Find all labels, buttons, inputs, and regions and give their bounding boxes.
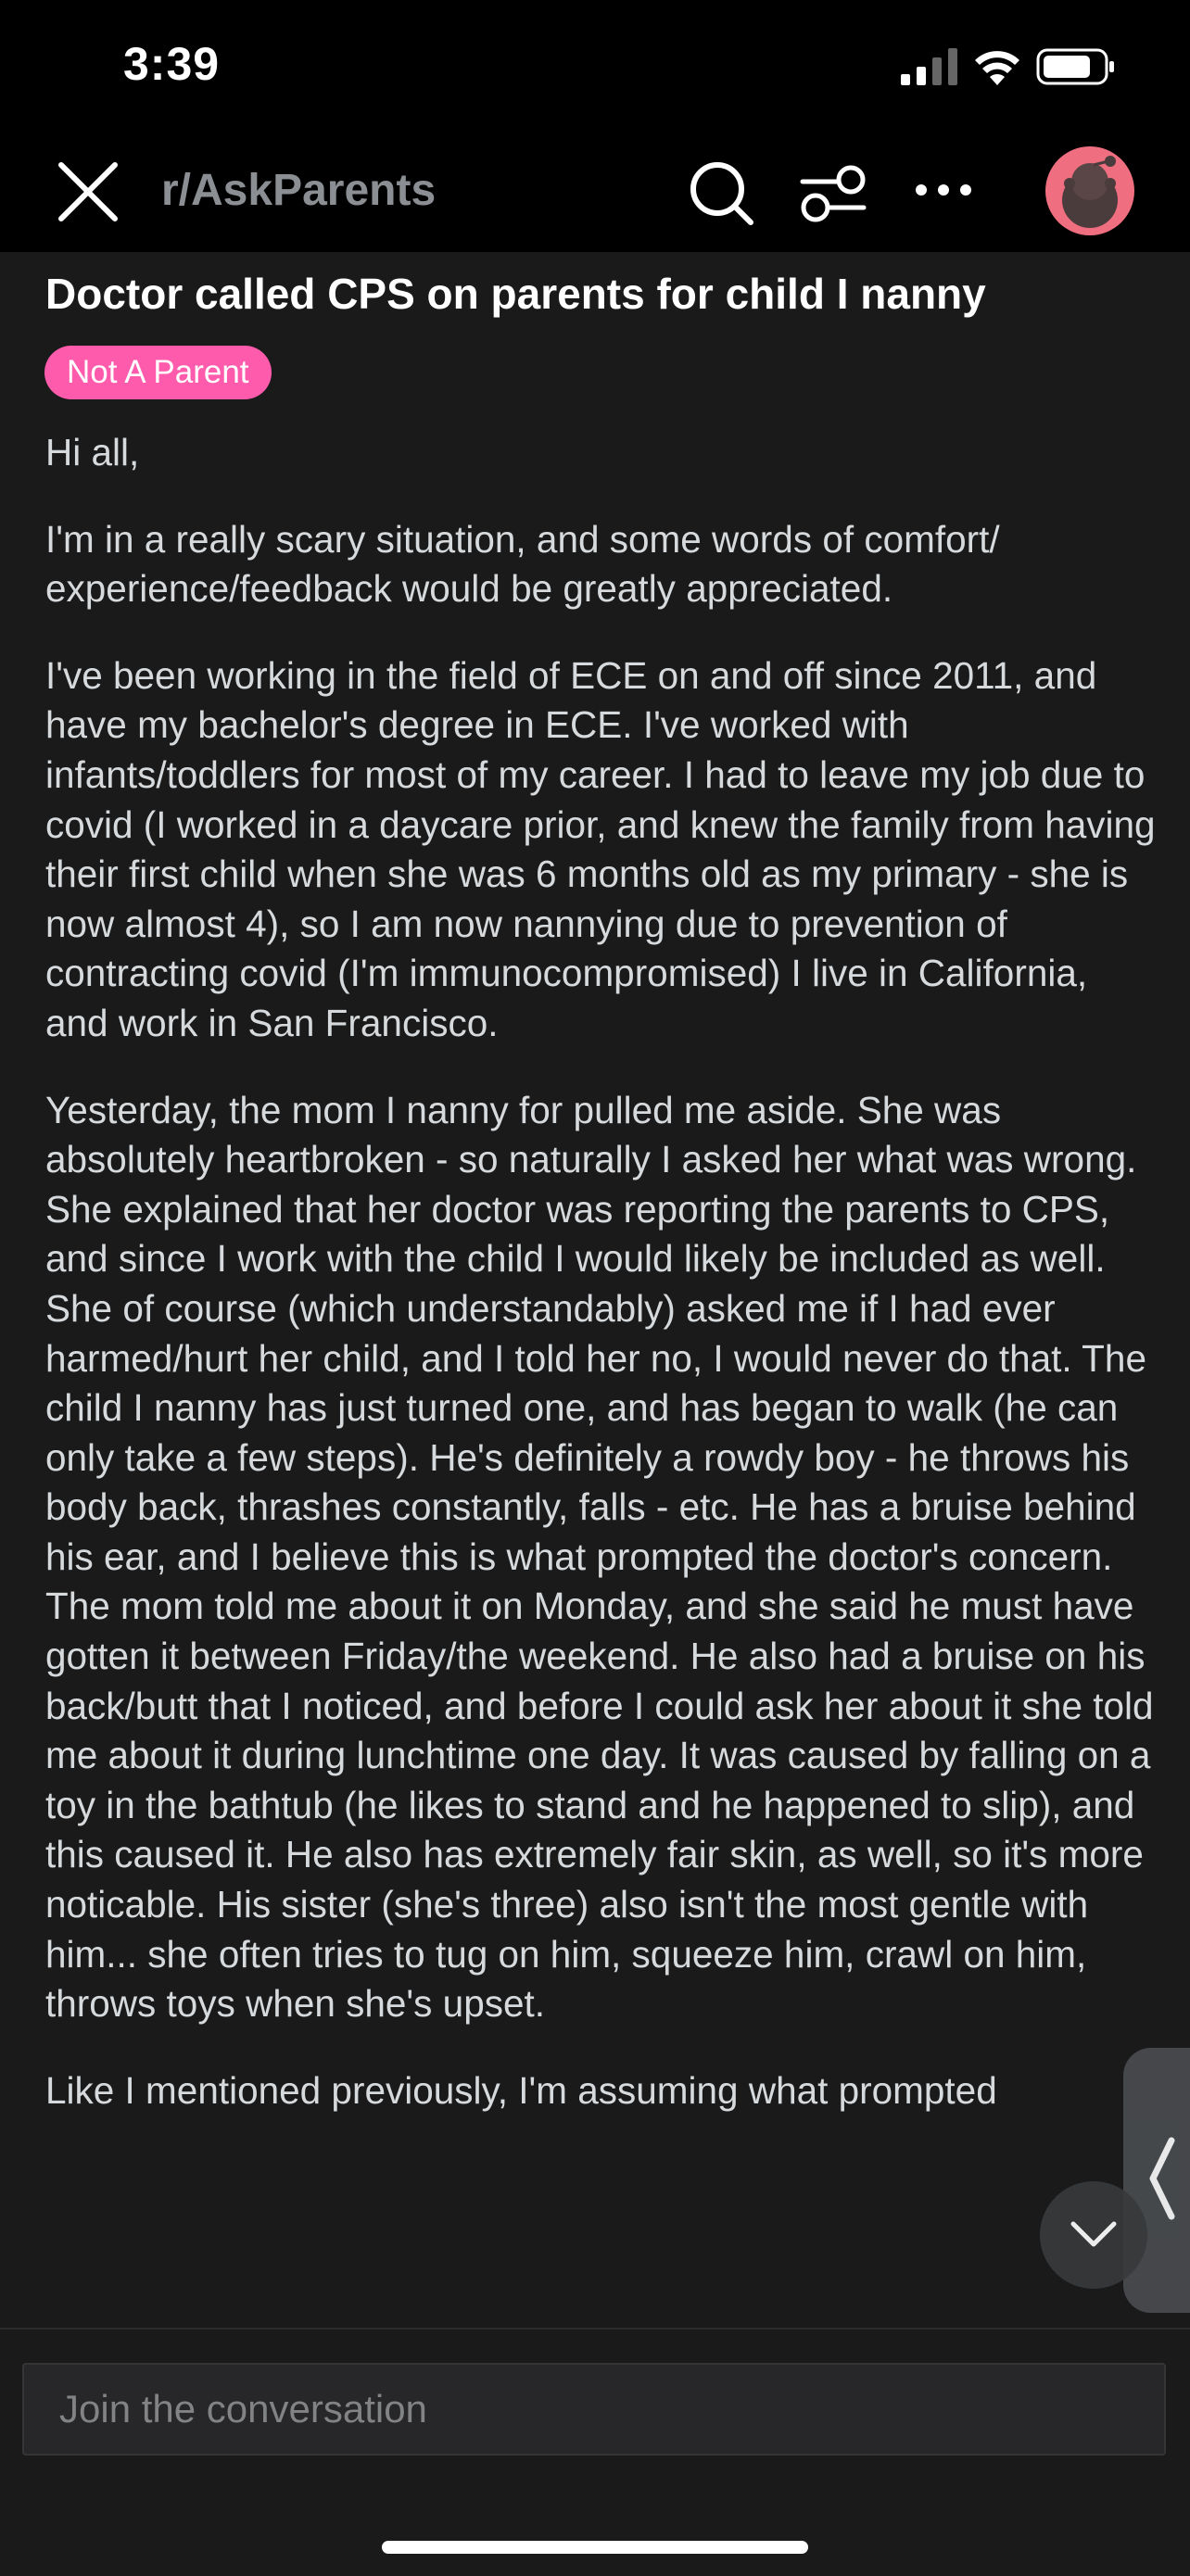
post-content: [0, 252, 1190, 2328]
post-title: Doctor called CPS on parents for child I nanny: [45, 270, 986, 318]
post-paragraph: Like I mentioned previously, I'm assuming what prompted: [45, 2068, 997, 2112]
battery-icon: [1036, 48, 1116, 85]
post-paragraph: Hi all,: [45, 431, 140, 474]
post-paragraph: Yesterday, the mom I nanny for pulled me aside. She was absolutely heartbroken - so naturally I asked her what was wrong. She explained that her doctor was reporting the parents to CPS, and since I work with the child I would likely be included as well. She of course (which understandably) asked me if I had ever harmed/hurt her child, and I told her no, I would never do that. The child I nanny has just turned one, and has began to walk (he can only take a few steps). He's definitely a rowdy boy - he throws his body back, thrashes constantly, falls - etc. He has a bruise behind his ear, and I believe this is what prompted the doctor's concern. The mom told me about it on Monday, and she said he must have gotten it between Friday/the weekend. He also had a bruise on his back/butt that I noticed, and before I could ask her about it she told me about it during lunchtime one day. It was caused by falling on a toy in the bathtub (he likes to stand and he happened to slip), and this caused it. He also has extremely fair skin, as well, so it's more noticable. His sister (she's three) also isn't the most gentle with him... she often tries to tug on him, squeeze him, crawl on him, throws toys when she's upset.: [45, 1088, 1154, 2026]
signal-icon: [901, 48, 958, 85]
post-flair[interactable]: Not A Parent: [44, 346, 272, 399]
more-icon[interactable]: [914, 176, 973, 204]
post-body: [45, 428, 1158, 2153]
snoo-avatar-icon: [1045, 146, 1134, 235]
comment-bar: [0, 2328, 1190, 2576]
avatar[interactable]: [1045, 146, 1134, 235]
status-time: 3:39: [123, 38, 221, 90]
post-paragraph: I'm in a really scary situation, and some words of comfort/ experience/feedback would be greatly appreciated.: [45, 517, 1000, 611]
subreddit-name[interactable]: r/AskParents: [161, 166, 437, 215]
close-icon[interactable]: [56, 159, 120, 224]
status-bar: [0, 0, 1190, 139]
filter-icon[interactable]: [799, 161, 867, 226]
side-panel-handle[interactable]: [1123, 2048, 1190, 2313]
chevron-left-icon: [1147, 2137, 1175, 2220]
post-header: [0, 139, 1190, 252]
home-indicator[interactable]: [382, 2541, 808, 2554]
chevron-down-icon: [1070, 2216, 1118, 2254]
next-comment-button[interactable]: [1040, 2181, 1147, 2289]
wifi-icon: [973, 46, 1021, 85]
comment-input[interactable]: Join the conversation: [22, 2363, 1166, 2456]
post-paragraph: I've been working in the field of ECE on and off since 2011, and have my bachelor's degree in ECE. I've worked with infants/toddlers for most of my career. I had to leave my job due to covid (I worked in a daycare prior, and knew the family from having their first child when she was 6 months old as my primary - she is now almost 4), so I am now nannying due to prevention of contracting covid (I'm immunocompromised) I live in California, and work in San Francisco.: [45, 653, 1156, 1044]
search-icon[interactable]: [688, 159, 754, 226]
